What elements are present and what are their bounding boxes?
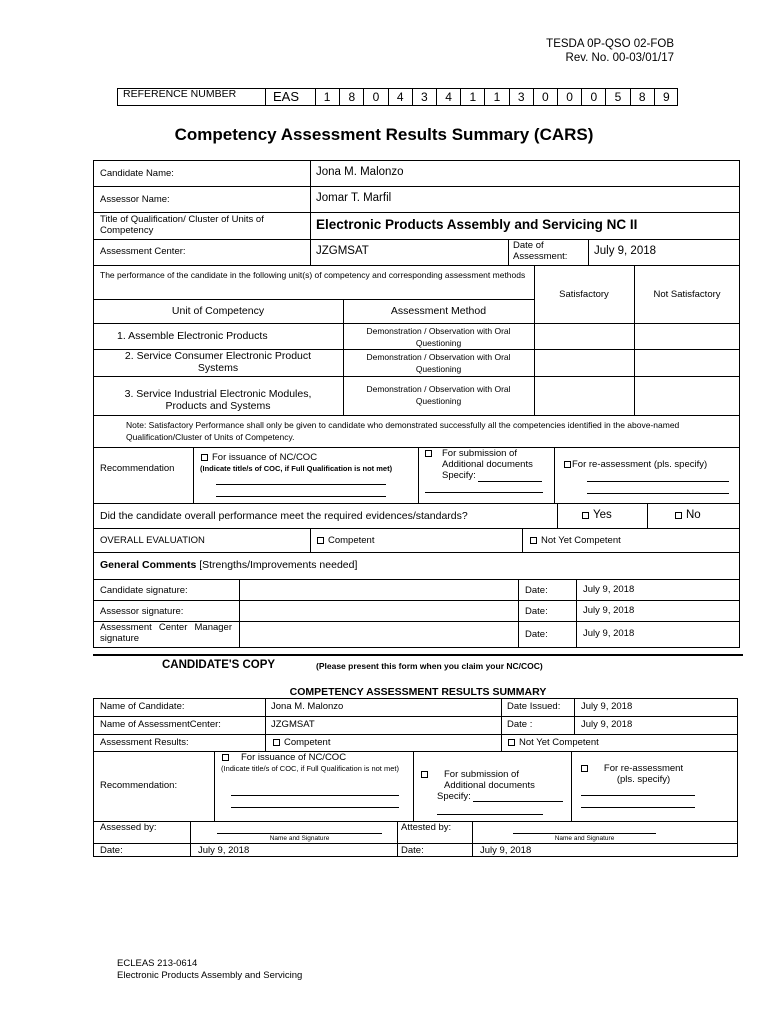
issuance-line-1[interactable] [216,484,386,485]
footer-code: ECLEAS 213-0614 [117,958,198,969]
candidate-date-label: Date: [525,585,548,596]
not-satisfactory-header: Not Satisfactory [653,289,721,300]
unit-2-not-satisfactory-cell[interactable] [635,350,739,375]
specify-line-2[interactable] [425,492,543,493]
reference-digit: 8 [339,89,363,105]
manager-date-label: Date: [525,629,548,640]
copy-date-row-value-2[interactable]: July 9, 2018 [480,845,532,856]
checkbox-icon[interactable] [201,454,208,461]
candidate-name-label: Candidate Name: [100,168,174,179]
assessment-method-header: Assessment Method [390,305,487,317]
date-of-assessment-label: Date of Assessment: [513,240,568,262]
unit-2-method: Demonstration / Observation with Oral Questioning [366,352,511,374]
reference-digit: 3 [412,89,436,105]
copy-results-label: Assessment Results: [100,737,189,748]
reference-digit: 0 [581,89,605,105]
reference-digit: 0 [363,89,387,105]
copy-submission-label: For submission of Additional documents [444,769,535,791]
unit-1-method: Demonstration / Observation with Oral Questioning [366,326,511,348]
assessor-date-value[interactable]: July 9, 2018 [583,605,635,616]
copy-name-label: Name of Candidate: [100,701,185,712]
copy-date-row-value-1[interactable]: July 9, 2018 [198,845,250,856]
copy-issuance-option[interactable]: For issuance of NC/COC [222,752,346,763]
checkbox-icon[interactable] [317,537,324,544]
date-of-assessment-value[interactable]: July 9, 2018 [594,245,657,257]
copy-issuance-line-2[interactable] [231,807,399,808]
checkbox-icon[interactable] [508,739,515,746]
unit-of-competency-header: Unit of Competency [171,305,265,317]
assessor-name-label: Assessor Name: [100,194,170,205]
candidates-copy-note: (Please present this form when you claim your NC/COC) [316,661,543,671]
rec-submission-label: For submission of Additional documents [442,448,533,470]
copy-submission-option[interactable] [421,769,432,780]
reassessment-line-2[interactable] [587,493,729,494]
copy-reassessment-line-2[interactable] [581,807,695,808]
copy-assessed-signature-line[interactable] [217,833,382,834]
copy-date-value[interactable]: July 9, 2018 [581,719,633,730]
assessor-date-label: Date: [525,606,548,617]
reference-digit: 1 [484,89,508,105]
reference-prefix: EAS [273,89,300,104]
rec-specify-label: Specify: [442,470,476,481]
candidate-date-value[interactable]: July 9, 2018 [583,584,635,595]
unit-1-not-satisfactory-cell[interactable] [635,324,739,348]
copy-not-yet-option[interactable]: Not Yet Competent [508,737,599,748]
evidence-yes-option[interactable]: Yes [582,509,612,521]
reference-label: REFERENCE NUMBER [123,88,237,100]
specify-line-1[interactable] [478,481,542,482]
footer-qualification: Electronic Products Assembly and Servicing [117,970,303,981]
copy-center-label: Name of AssessmentCenter: [100,719,221,730]
copy-assessed-by-label: Assessed by: [100,822,157,833]
cut-line [93,654,743,656]
overall-competent-option[interactable]: Competent [317,535,374,546]
revision-number: Rev. No. 00-03/01/17 [565,52,674,64]
reference-digit: 9 [654,89,678,105]
candidates-copy-title: CANDIDATE'S COPY [162,659,276,671]
checkbox-icon[interactable] [564,461,571,468]
reference-digit: 5 [605,89,629,105]
recommendation-label: Recommendation [100,463,175,474]
rec-submission-option[interactable] [425,448,436,459]
satisfactory-header: Satisfactory [559,289,609,300]
copy-date-label: Date : [507,719,533,730]
unit-3-satisfactory-cell[interactable] [535,377,633,414]
checkbox-icon[interactable] [425,450,432,457]
reference-digits [315,88,678,106]
copy-competent-option[interactable]: Competent [273,737,330,748]
copy-attested-signature-line[interactable] [513,833,656,834]
evidence-question: Did the candidate overall performance meet the required evidences/standards? [100,510,468,522]
copy-date-row-label-2: Date: [401,845,424,856]
checkbox-icon[interactable] [530,537,537,544]
candidate-name-value[interactable]: Jona M. Malonzo [316,166,404,178]
checkbox-icon[interactable] [581,765,588,772]
qualification-label: Title of Qualification/ Cluster of Units of Competency [100,214,264,236]
copy-issued-label: Date Issued: [507,701,561,712]
rec-issuance-note: (Indicate title/s of COC, if Full Qualification is not met) [200,464,393,473]
reassessment-line-1[interactable] [587,481,729,482]
reference-digit: 4 [436,89,460,105]
overall-not-yet-option[interactable]: Not Yet Competent [530,535,621,546]
reference-digit: 0 [533,89,557,105]
unit-3-not-satisfactory-cell[interactable] [635,377,739,414]
copy-date-row-label-1: Date: [100,845,123,856]
copy-specify-line-1[interactable] [473,801,563,802]
unit-2: 2. Service Consumer Electronic Product Systems [124,350,312,374]
unit-2-satisfactory-cell[interactable] [535,350,633,375]
unit-1: 1. Assemble Electronic Products [117,330,268,342]
rec-issuance-option[interactable]: For issuance of NC/COC [201,452,317,463]
copy-issued-value[interactable]: July 9, 2018 [581,701,633,712]
copy-recommendation-label: Recommendation: [100,780,178,791]
checkbox-icon[interactable] [582,512,589,519]
reference-digit: 3 [509,89,533,105]
assessment-center-label: Assessment Center: [100,246,186,257]
rec-reassessment-option[interactable]: For re-assessment (pls. specify) [564,459,707,470]
assessment-center-value[interactable]: JZGMSAT [316,245,369,257]
assessor-signature-field[interactable] [240,601,517,620]
copy-issuance-line-1[interactable] [231,795,399,796]
issuance-line-2[interactable] [216,496,386,497]
copy-attested-name-sig: Name and Signature [554,835,615,842]
evidence-no-option[interactable]: No [675,509,701,521]
copy-specify-line-2[interactable] [437,814,543,815]
copy-subtitle: COMPETENCY ASSESSMENT RESULTS SUMMARY [289,686,547,698]
unit-1-satisfactory-cell[interactable] [535,324,633,348]
candidate-signature-label: Candidate signature: [100,585,188,596]
qualification-value[interactable]: Electronic Products Assembly and Servicing NC II [316,217,638,232]
copy-reassessment-label: For re-assessment (pls. specify) [603,763,684,785]
candidate-signature-field[interactable] [240,580,517,599]
unit-3: 3. Service Industrial Electronic Modules, Products and Systems [124,388,312,412]
manager-date-value[interactable]: July 9, 2018 [583,628,635,639]
copy-attested-by-label: Attested by: [401,822,452,833]
reference-digit: 8 [630,89,654,105]
copy-center-value[interactable]: JZGMSAT [271,719,315,730]
checkbox-icon[interactable] [273,739,280,746]
reference-digit: 0 [557,89,581,105]
general-comments[interactable]: General Comments [Strengths/Improvements needed] [100,559,358,571]
performance-intro: The performance of the candidate in the following unit(s) of competency and corresponding assessment methods [100,270,526,280]
assessor-name-value[interactable]: Jomar T. Marfil [316,192,392,204]
reference-digit: 4 [388,89,412,105]
checkbox-icon[interactable] [421,771,428,778]
reference-digit: 1 [323,90,331,104]
checkbox-icon[interactable] [222,754,229,761]
unit-3-method: Demonstration / Observation with Oral Questioning [366,384,511,406]
checkbox-icon[interactable] [675,512,682,519]
page-title: Competency Assessment Results Summary (CARS) [174,125,594,144]
copy-name-value[interactable]: Jona M. Malonzo [271,701,344,712]
copy-assessed-name-sig: Name and Signature [269,835,330,842]
satisfactory-note: Note: Satisfactory Performance shall only be given to candidate who demonstrated successfully all the competencies identified in the above-named Qualification/Cluster of Units of Competency. [126,420,680,442]
reference-digit: 1 [460,89,484,105]
manager-signature-label: Assessment Center Manager signature [100,622,232,644]
form-code: TESDA 0P-QSO 02-FOB [546,38,674,50]
copy-specify-label: Specify: [437,791,471,802]
copy-issuance-note: (Indicate title/s of COC, if Full Qualification is not met) [221,764,399,773]
overall-evaluation-label: OVERALL EVALUATION [100,535,205,546]
assessor-signature-label: Assessor signature: [100,606,184,617]
manager-signature-field[interactable] [240,622,517,647]
copy-reassessment-line-1[interactable] [581,795,695,796]
